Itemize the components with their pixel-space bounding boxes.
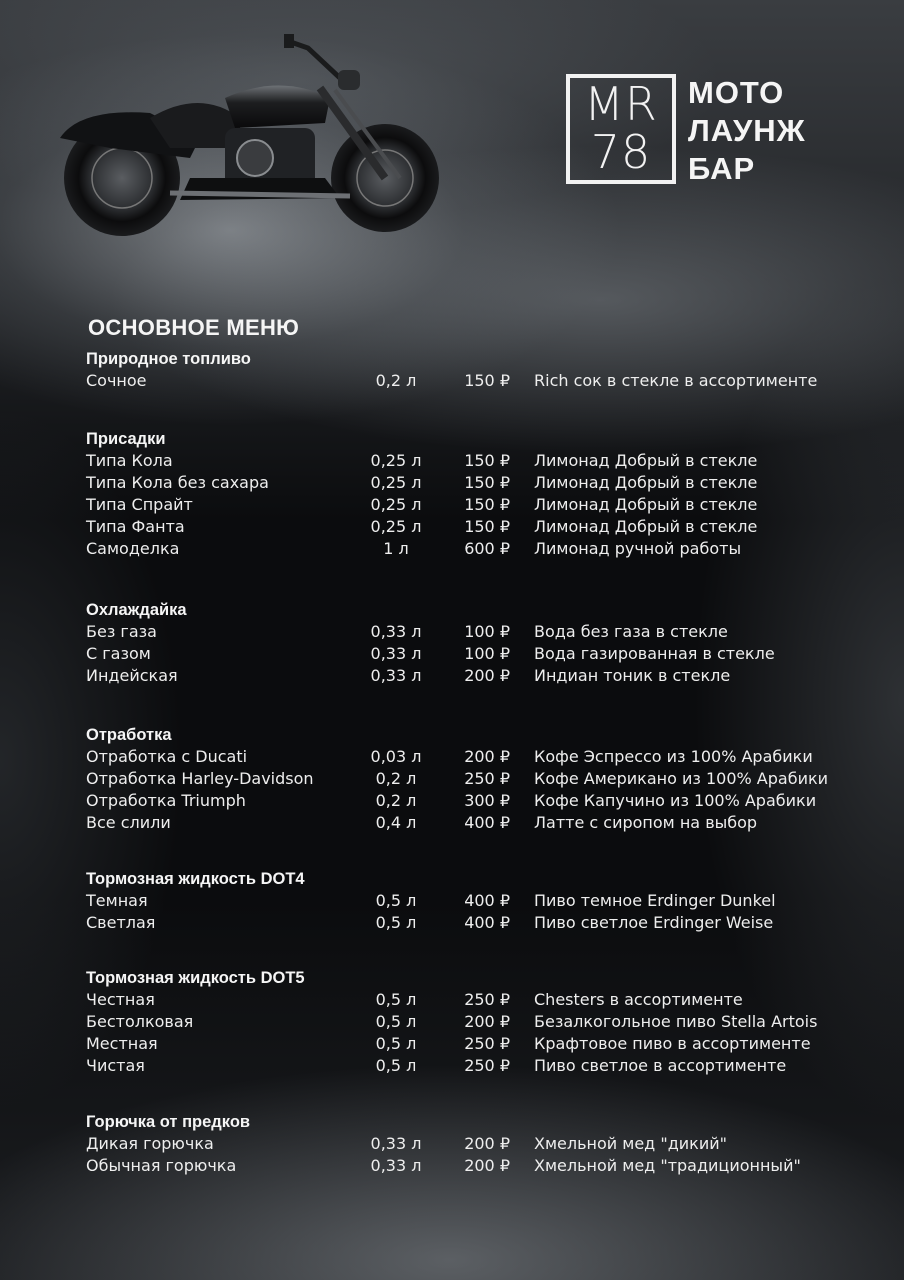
item-volume: 0,5 л xyxy=(375,1012,417,1031)
item-price: 250 ₽ xyxy=(464,1056,510,1075)
item-volume: 0,2 л xyxy=(375,769,417,788)
item-description: Кофе Эспрессо из 100% Арабики xyxy=(534,747,813,766)
item-volume: 0,33 л xyxy=(370,1156,422,1175)
item-volume: 0,25 л xyxy=(370,495,422,514)
logo-word-bar: БАР xyxy=(688,151,756,186)
item-description: Лимонад Добрый в стекле xyxy=(534,495,758,514)
item-price: 150 ₽ xyxy=(464,495,510,514)
section-title: Тормозная жидкость DOT5 xyxy=(86,969,305,987)
item-volume: 0,5 л xyxy=(375,990,417,1009)
item-volume: 0,5 л xyxy=(375,1056,417,1075)
item-volume: 0,25 л xyxy=(370,473,422,492)
item-description: Лимонад Добрый в стекле xyxy=(534,517,758,536)
menu-item xyxy=(0,1133,904,1155)
item-description: Лимонад Добрый в стекле xyxy=(534,473,758,492)
item-description: Крафтовое пиво в ассортименте xyxy=(534,1034,811,1053)
item-price: 600 ₽ xyxy=(464,539,510,558)
item-description: Хмельной мед "дикий" xyxy=(534,1134,727,1153)
item-volume: 0,5 л xyxy=(375,913,417,932)
item-description: Пиво светлое Erdinger Weise xyxy=(534,913,774,932)
menu-item xyxy=(0,494,904,516)
menu-item xyxy=(0,370,904,392)
item-description: Латте с сиропом на выбор xyxy=(534,813,758,832)
item-description: Хмельной мед "традиционный" xyxy=(534,1156,801,1175)
menu-item xyxy=(0,665,904,687)
logo-line-78: 78 xyxy=(590,125,652,179)
item-price: 200 ₽ xyxy=(464,1156,510,1175)
item-volume: 0,5 л xyxy=(375,891,417,910)
logo-line-mr: MR xyxy=(584,77,658,131)
item-price: 250 ₽ xyxy=(464,1034,510,1053)
menu-item xyxy=(0,643,904,665)
item-description: Безалкогольное пиво Stella Artois xyxy=(534,1012,818,1031)
item-volume: 0,33 л xyxy=(370,622,422,641)
item-price: 200 ₽ xyxy=(464,666,510,685)
item-price: 300 ₽ xyxy=(464,791,510,810)
item-name: Отработка с Ducati xyxy=(86,747,248,766)
item-description: Пиво светлое в ассортименте xyxy=(534,1056,787,1075)
item-price: 400 ₽ xyxy=(464,913,510,932)
item-description: Лимонад ручной работы xyxy=(534,539,742,558)
item-price: 150 ₽ xyxy=(464,517,510,536)
item-name: Темная xyxy=(86,891,148,910)
item-volume: 0,25 л xyxy=(370,517,422,536)
item-description: Вода без газа в стекле xyxy=(534,622,728,641)
item-name: Чистая xyxy=(86,1056,145,1075)
logo-frame xyxy=(566,74,676,184)
item-volume: 0,33 л xyxy=(370,666,422,685)
menu-item xyxy=(0,768,904,790)
item-name: Честная xyxy=(86,990,155,1009)
item-volume: 1 л xyxy=(383,539,409,558)
item-volume: 0,2 л xyxy=(375,791,417,810)
item-name: Бестолковая xyxy=(86,1012,194,1031)
item-name: Индейская xyxy=(86,666,178,685)
item-price: 150 ₽ xyxy=(464,451,510,470)
item-description: Индиан тоник в стекле xyxy=(534,666,731,685)
item-price: 400 ₽ xyxy=(464,891,510,910)
item-name: Без газа xyxy=(86,622,157,641)
menu-item xyxy=(0,1033,904,1055)
item-price: 200 ₽ xyxy=(464,747,510,766)
section-title: Тормозная жидкость DOT4 xyxy=(86,870,305,888)
item-name: Все слили xyxy=(86,813,171,832)
item-name: Местная xyxy=(86,1034,158,1053)
menu-item xyxy=(0,890,904,912)
item-volume: 0,2 л xyxy=(375,371,417,390)
item-name: С газом xyxy=(86,644,151,663)
item-price: 250 ₽ xyxy=(464,769,510,788)
section-title: Присадки xyxy=(86,430,166,448)
menu-item xyxy=(0,1155,904,1177)
logo-words xyxy=(688,74,868,188)
item-description: Вода газированная в стекле xyxy=(534,644,775,663)
item-price: 250 ₽ xyxy=(464,990,510,1009)
section-title: Горючка от предков xyxy=(86,1113,251,1131)
item-volume: 0,4 л xyxy=(375,813,417,832)
item-name: Типа Спрайт xyxy=(86,495,193,514)
menu-item xyxy=(0,1055,904,1077)
item-name: Отработка Triumph xyxy=(86,791,246,810)
motorcycle-image xyxy=(40,28,460,238)
item-volume: 0,25 л xyxy=(370,451,422,470)
section-title: Природное топливо xyxy=(86,350,251,368)
item-description: Кофе Американо из 100% Арабики xyxy=(534,769,829,788)
item-price: 400 ₽ xyxy=(464,813,510,832)
item-description: Кофе Капучино из 100% Арабики xyxy=(534,791,817,810)
menu-title: ОСНОВНОЕ МЕНЮ xyxy=(88,315,300,340)
item-description: Chesters в ассортименте xyxy=(534,990,743,1009)
item-name: Сочное xyxy=(86,371,147,390)
item-name: Типа Фанта xyxy=(86,517,185,536)
item-volume: 0,33 л xyxy=(370,1134,422,1153)
item-price: 200 ₽ xyxy=(464,1012,510,1031)
section-title: Охлаждайка xyxy=(86,601,187,619)
item-price: 200 ₽ xyxy=(464,1134,510,1153)
item-name: Типа Кола без сахара xyxy=(86,473,269,492)
logo-word-lounge: ЛАУНЖ xyxy=(688,113,806,148)
item-price: 100 ₽ xyxy=(464,644,510,663)
menu-item xyxy=(0,450,904,472)
item-description: Лимонад Добрый в стекле xyxy=(534,451,758,470)
menu-item xyxy=(0,472,904,494)
item-name: Светлая xyxy=(86,913,156,932)
logo-word-moto: МОТО xyxy=(688,75,785,110)
menu-item xyxy=(0,1011,904,1033)
item-price: 100 ₽ xyxy=(464,622,510,641)
item-volume: 0,5 л xyxy=(375,1034,417,1053)
menu-item xyxy=(0,621,904,643)
menu-item xyxy=(0,812,904,834)
item-name: Обычная горючка xyxy=(86,1156,237,1175)
menu-item xyxy=(0,516,904,538)
menu-item xyxy=(0,912,904,934)
menu-item xyxy=(0,746,904,768)
item-name: Дикая горючка xyxy=(86,1134,214,1153)
item-name: Самоделка xyxy=(86,539,180,558)
menu-item xyxy=(0,790,904,812)
section-title: Отработка xyxy=(86,726,172,744)
item-name: Отработка Harley-Davidson xyxy=(86,769,314,788)
item-description: Rich сок в стекле в ассортименте xyxy=(534,371,818,390)
menu-item xyxy=(0,538,904,560)
item-price: 150 ₽ xyxy=(464,371,510,390)
item-price: 150 ₽ xyxy=(464,473,510,492)
item-description: Пиво темное Erdinger Dunkel xyxy=(534,891,776,910)
item-volume: 0,33 л xyxy=(370,644,422,663)
item-name: Типа Кола xyxy=(86,451,173,470)
menu-item xyxy=(0,989,904,1011)
item-volume: 0,03 л xyxy=(370,747,422,766)
